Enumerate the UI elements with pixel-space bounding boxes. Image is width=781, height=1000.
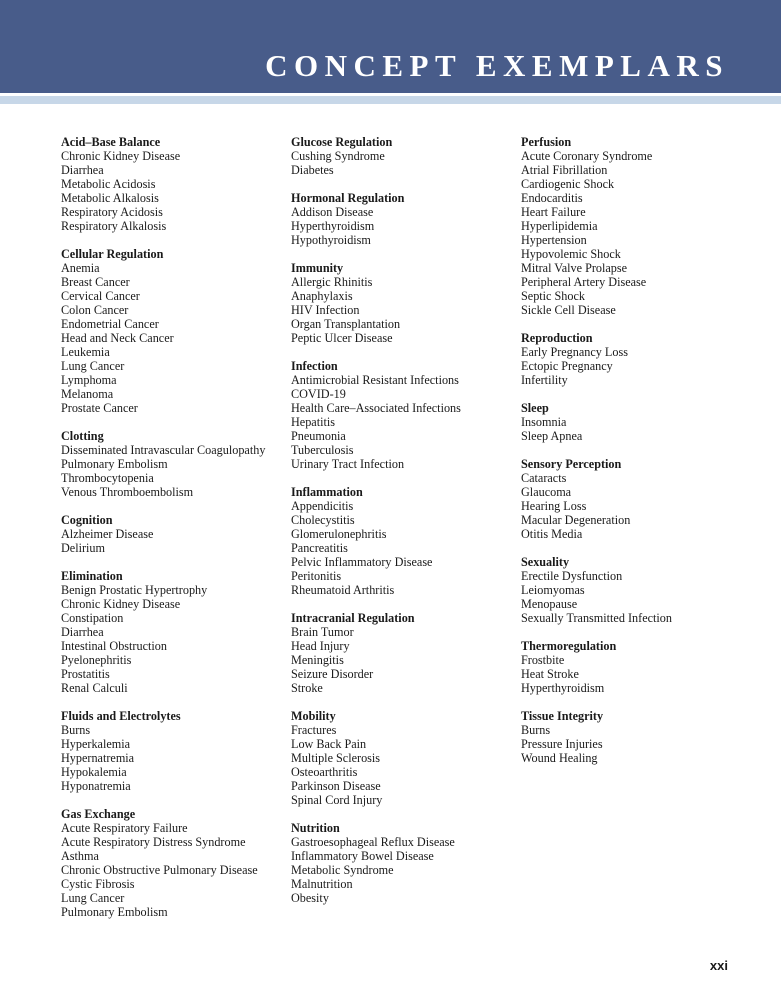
exemplar-item: Menopause xyxy=(521,597,578,611)
exemplar-item: Chronic Obstructive Pulmonary Disease xyxy=(61,863,258,877)
exemplar-item: Urinary Tract Infection xyxy=(291,457,405,471)
exemplar-item: Hyperthyroidism xyxy=(291,219,375,233)
exemplar-item: Organ Transplantation xyxy=(291,317,401,331)
concept-heading: Glucose Regulation xyxy=(291,135,393,149)
exemplar-item: Cholecystitis xyxy=(291,513,355,527)
exemplar-item: Osteoarthritis xyxy=(291,765,358,779)
exemplar-item: Ectopic Pregnancy xyxy=(521,359,613,373)
concept-section xyxy=(61,135,286,233)
exemplar-item: Glaucoma xyxy=(521,485,572,499)
concept-section xyxy=(61,513,286,555)
exemplar-item: Atrial Fibrillation xyxy=(521,163,608,177)
concept-section xyxy=(291,191,516,247)
exemplar-item: Burns xyxy=(521,723,551,737)
concept-heading: Inflammation xyxy=(291,485,363,499)
exemplar-item: Cystic Fibrosis xyxy=(61,877,135,891)
exemplar-item: Hepatitis xyxy=(291,415,336,429)
concept-column-3 xyxy=(521,135,746,779)
exemplar-item: Appendicitis xyxy=(291,499,354,513)
concept-section xyxy=(291,611,516,695)
exemplar-item: Early Pregnancy Loss xyxy=(521,345,628,359)
exemplar-item: Multiple Sclerosis xyxy=(291,751,381,765)
concept-section xyxy=(291,709,516,807)
concept-heading: Mobility xyxy=(291,709,336,723)
exemplar-item: Hyperlipidemia xyxy=(521,219,598,233)
concept-section xyxy=(61,807,286,919)
exemplar-item: Heat Stroke xyxy=(521,667,579,681)
exemplar-item: Health Care–Associated Infections xyxy=(291,401,461,415)
concept-section xyxy=(521,555,746,625)
concept-heading: Reproduction xyxy=(521,331,593,345)
exemplar-item: Acute Respiratory Failure xyxy=(61,821,188,835)
exemplar-item: Brain Tumor xyxy=(291,625,354,639)
concept-section xyxy=(61,709,286,793)
exemplar-item: Inflammatory Bowel Disease xyxy=(291,849,434,863)
exemplar-item: Leukemia xyxy=(61,345,110,359)
exemplar-item: Thrombocytopenia xyxy=(61,471,154,485)
exemplar-item: Lung Cancer xyxy=(61,359,125,373)
concept-heading: Elimination xyxy=(61,569,123,583)
exemplar-item: Pulmonary Embolism xyxy=(61,905,168,919)
exemplar-item: Septic Shock xyxy=(521,289,585,303)
header-stripe xyxy=(0,96,781,104)
concept-section xyxy=(521,639,746,695)
exemplar-item: Fractures xyxy=(291,723,337,737)
exemplar-item: Hearing Loss xyxy=(521,499,587,513)
exemplar-item: Spinal Cord Injury xyxy=(291,793,383,807)
exemplar-item: Heart Failure xyxy=(521,205,586,219)
concept-column-1 xyxy=(61,135,286,933)
concept-column-2 xyxy=(291,135,516,919)
exemplar-item: Infertility xyxy=(521,373,568,387)
exemplar-item: Asthma xyxy=(61,849,99,863)
concept-section xyxy=(521,457,746,541)
exemplar-item: Cushing Syndrome xyxy=(291,149,385,163)
exemplar-item: Venous Thromboembolism xyxy=(61,485,194,499)
concept-heading: Hormonal Regulation xyxy=(291,191,405,205)
exemplar-item: Peritonitis xyxy=(291,569,342,583)
exemplar-item: Allergic Rhinitis xyxy=(291,275,373,289)
exemplar-item: Head Injury xyxy=(291,639,350,653)
exemplar-item: Cardiogenic Shock xyxy=(521,177,615,191)
exemplar-item: Respiratory Acidosis xyxy=(61,205,163,219)
exemplar-item: Stroke xyxy=(291,681,323,695)
exemplar-item: Meningitis xyxy=(291,653,344,667)
concept-section xyxy=(291,485,516,597)
concept-heading: Gas Exchange xyxy=(61,807,136,821)
header-banner xyxy=(0,0,781,93)
exemplar-item: Hyponatremia xyxy=(61,779,131,793)
exemplar-item: Addison Disease xyxy=(291,205,374,219)
exemplar-item: Low Back Pain xyxy=(291,737,367,751)
exemplar-item: Hypernatremia xyxy=(61,751,135,765)
exemplar-item: Prostate Cancer xyxy=(61,401,138,415)
exemplar-item: Hypokalemia xyxy=(61,765,127,779)
concept-section xyxy=(521,135,746,317)
exemplar-item: Hypovolemic Shock xyxy=(521,247,621,261)
concept-heading: Immunity xyxy=(291,261,344,275)
exemplar-item: Metabolic Acidosis xyxy=(61,177,156,191)
exemplar-item: Seizure Disorder xyxy=(291,667,374,681)
exemplar-item: Alzheimer Disease xyxy=(61,527,154,541)
concept-section xyxy=(61,247,286,415)
exemplar-item: Leiomyomas xyxy=(521,583,585,597)
exemplar-item: Glomerulonephritis xyxy=(291,527,387,541)
exemplar-item: Anaphylaxis xyxy=(291,289,353,303)
concept-heading: Sensory Perception xyxy=(521,457,622,471)
exemplar-item: Constipation xyxy=(61,611,124,625)
exemplar-item: Pulmonary Embolism xyxy=(61,457,168,471)
exemplar-item: Lymphoma xyxy=(61,373,117,387)
exemplar-item: Delirium xyxy=(61,541,106,555)
exemplar-item: Endocarditis xyxy=(521,191,583,205)
exemplar-item: Wound Healing xyxy=(521,751,598,765)
exemplar-item: Frostbite xyxy=(521,653,565,667)
exemplar-item: Pyelonephritis xyxy=(61,653,132,667)
exemplar-item: Prostatitis xyxy=(61,667,110,681)
exemplar-item: Melanoma xyxy=(61,387,114,401)
exemplar-item: Acute Coronary Syndrome xyxy=(521,149,653,163)
exemplar-item: Colon Cancer xyxy=(61,303,129,317)
exemplar-item: COVID-19 xyxy=(291,387,346,401)
concept-section xyxy=(61,569,286,695)
exemplar-item: Diabetes xyxy=(291,163,334,177)
exemplar-item: Malnutrition xyxy=(291,877,353,891)
exemplar-item: Lung Cancer xyxy=(61,891,125,905)
exemplar-item: Intestinal Obstruction xyxy=(61,639,167,653)
concept-heading: Fluids and Electrolytes xyxy=(61,709,181,723)
exemplar-item: Anemia xyxy=(61,261,100,275)
exemplar-item: Hyperthyroidism xyxy=(521,681,605,695)
exemplar-item: Benign Prostatic Hypertrophy xyxy=(61,583,208,597)
concept-heading: Perfusion xyxy=(521,135,572,149)
exemplar-item: Sleep Apnea xyxy=(521,429,583,443)
concept-heading: Intracranial Regulation xyxy=(291,611,415,625)
exemplar-item: Rheumatoid Arthritis xyxy=(291,583,395,597)
exemplar-item: Cataracts xyxy=(521,471,567,485)
concept-heading: Cognition xyxy=(61,513,113,527)
page-number: xxi xyxy=(709,958,728,973)
exemplar-item: Hypertension xyxy=(521,233,587,247)
exemplar-item: HIV Infection xyxy=(291,303,360,317)
exemplar-item: Obesity xyxy=(291,891,329,905)
concept-section xyxy=(291,821,516,905)
concept-section xyxy=(291,261,516,345)
exemplar-item: Pancreatitis xyxy=(291,541,348,555)
concept-heading: Acid–Base Balance xyxy=(61,135,161,149)
page-title: CONCEPT EXEMPLARS xyxy=(265,48,729,83)
exemplar-item: Pneumonia xyxy=(291,429,346,443)
exemplar-item: Parkinson Disease xyxy=(291,779,381,793)
exemplar-item: Pelvic Inflammatory Disease xyxy=(291,555,433,569)
concept-section xyxy=(521,709,746,765)
exemplar-item: Cervical Cancer xyxy=(61,289,140,303)
exemplar-item: Sickle Cell Disease xyxy=(521,303,616,317)
exemplar-item: Disseminated Intravascular Coagulopathy xyxy=(61,443,266,457)
exemplar-item: Tuberculosis xyxy=(291,443,354,457)
exemplar-item: Chronic Kidney Disease xyxy=(61,597,181,611)
exemplar-item: Hypothyroidism xyxy=(291,233,371,247)
concept-section xyxy=(291,135,516,177)
exemplar-item: Mitral Valve Prolapse xyxy=(521,261,628,275)
concept-section xyxy=(291,359,516,471)
exemplar-item: Acute Respiratory Distress Syndrome xyxy=(61,835,246,849)
exemplar-item: Peripheral Artery Disease xyxy=(521,275,647,289)
exemplar-item: Insomnia xyxy=(521,415,567,429)
exemplar-item: Metabolic Alkalosis xyxy=(61,191,159,205)
exemplar-item: Peptic Ulcer Disease xyxy=(291,331,393,345)
exemplar-item: Diarrhea xyxy=(61,625,104,639)
exemplar-item: Otitis Media xyxy=(521,527,583,541)
concept-heading: Tissue Integrity xyxy=(521,709,604,723)
exemplar-item: Sexually Transmitted Infection xyxy=(521,611,672,625)
exemplar-item: Gastroesophageal Reflux Disease xyxy=(291,835,455,849)
concept-section xyxy=(521,331,746,387)
exemplar-item: Antimicrobial Resistant Infections xyxy=(291,373,459,387)
concept-heading: Cellular Regulation xyxy=(61,247,164,261)
exemplar-item: Breast Cancer xyxy=(61,275,130,289)
exemplar-item: Burns xyxy=(61,723,91,737)
exemplar-item: Metabolic Syndrome xyxy=(291,863,394,877)
concept-heading: Thermoregulation xyxy=(521,639,617,653)
exemplar-item: Pressure Injuries xyxy=(521,737,603,751)
concept-section xyxy=(521,401,746,443)
exemplar-item: Respiratory Alkalosis xyxy=(61,219,167,233)
exemplar-item: Erectile Dysfunction xyxy=(521,569,623,583)
exemplar-item: Head and Neck Cancer xyxy=(61,331,174,345)
exemplar-item: Endometrial Cancer xyxy=(61,317,159,331)
concept-section xyxy=(61,429,286,499)
concept-heading: Infection xyxy=(291,359,338,373)
exemplar-item: Hyperkalemia xyxy=(61,737,131,751)
concept-heading: Clotting xyxy=(61,429,104,443)
exemplar-item: Chronic Kidney Disease xyxy=(61,149,181,163)
exemplar-item: Diarrhea xyxy=(61,163,104,177)
concept-heading: Nutrition xyxy=(291,821,340,835)
exemplar-item: Macular Degeneration xyxy=(521,513,631,527)
exemplar-item: Renal Calculi xyxy=(61,681,128,695)
concept-heading: Sexuality xyxy=(521,555,570,569)
concept-heading: Sleep xyxy=(521,401,549,415)
